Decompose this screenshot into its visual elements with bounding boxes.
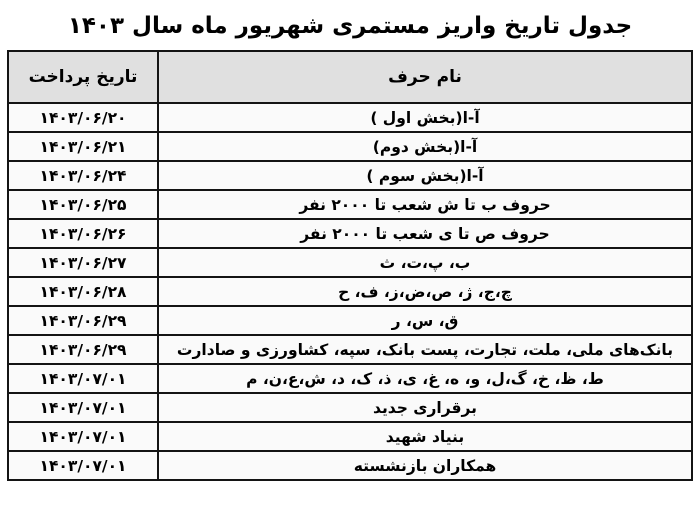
page-title: جدول تاریخ واریز مستمری شهریور ماه سال ۱۴۰۳ [67, 13, 633, 39]
table-row [8, 277, 692, 306]
payment-date-cell: ۱۴۰۳/۰۶/۲۹ [8, 306, 158, 335]
table-body [8, 103, 692, 480]
payment-schedule-table [7, 50, 693, 481]
payment-date-cell: ۱۴۰۳/۰۶/۲۴ [8, 161, 158, 190]
payment-date-cell: ۱۴۰۳/۰۶/۲۵ [8, 190, 158, 219]
payment-date-cell: ۱۴۰۳/۰۶/۲۶ [8, 219, 158, 248]
letter-group-cell: آ-ا(بخش اول ) [158, 103, 692, 132]
letter-group-cell: آ-ا(بخش سوم ) [158, 161, 692, 190]
letter-group-cell: ب، پ،ت، ث [158, 248, 692, 277]
payment-date-cell: ۱۴۰۳/۰۷/۰۱ [8, 422, 158, 451]
letter-group-cell: حروف ب تا ش شعب تا ۲۰۰۰ نفر [158, 190, 692, 219]
table-header-row [8, 51, 692, 103]
letter-group-cell: برقراری جدید [158, 393, 692, 422]
table-row [8, 364, 692, 393]
table-row [8, 190, 692, 219]
letter-group-cell: آ-ا(بخش دوم) [158, 132, 692, 161]
table-row [8, 393, 692, 422]
letter-group-cell: حروف ص تا ی شعب تا ۲۰۰۰ نفر [158, 219, 692, 248]
table-row [8, 219, 692, 248]
table-row [8, 103, 692, 132]
payment-date-cell: ۱۴۰۳/۰۶/۲۹ [8, 335, 158, 364]
table-row [8, 306, 692, 335]
letter-group-cell: ط، ظ، خ، گ،ل، و، ه، غ، ی، ذ، ک، د، ش،ع،ن، م [158, 364, 692, 393]
payment-date-cell: ۱۴۰۳/۰۶/۲۷ [8, 248, 158, 277]
table-head [8, 51, 692, 103]
letter-group-cell: چ،ج، ژ، ص،ض،ز، ف، ح [158, 277, 692, 306]
table-row [8, 248, 692, 277]
column-header-payment-date: تاریخ پرداخت [8, 51, 158, 103]
column-header-letter-name: نام حرف [158, 51, 692, 103]
table-row [8, 335, 692, 364]
payment-date-cell: ۱۴۰۳/۰۶/۲۸ [8, 277, 158, 306]
payment-date-cell: ۱۴۰۳/۰۷/۰۱ [8, 393, 158, 422]
table-row [8, 422, 692, 451]
payment-date-cell: ۱۴۰۳/۰۶/۲۱ [8, 132, 158, 161]
table-row [8, 132, 692, 161]
payment-date-cell: ۱۴۰۳/۰۷/۰۱ [8, 451, 158, 480]
table-row [8, 451, 692, 480]
letter-group-cell: ق، س، ر [158, 306, 692, 335]
payment-date-cell: ۱۴۰۳/۰۷/۰۱ [8, 364, 158, 393]
table-row [8, 161, 692, 190]
letter-group-cell: همکاران بازنشسته [158, 451, 692, 480]
payment-date-cell: ۱۴۰۳/۰۶/۲۰ [8, 103, 158, 132]
letter-group-cell: بنیاد شهید [158, 422, 692, 451]
letter-group-cell: بانک‌های ملی، ملت، تجارت، پست بانک، سپه، کشاورزی و صادارت [158, 335, 692, 364]
